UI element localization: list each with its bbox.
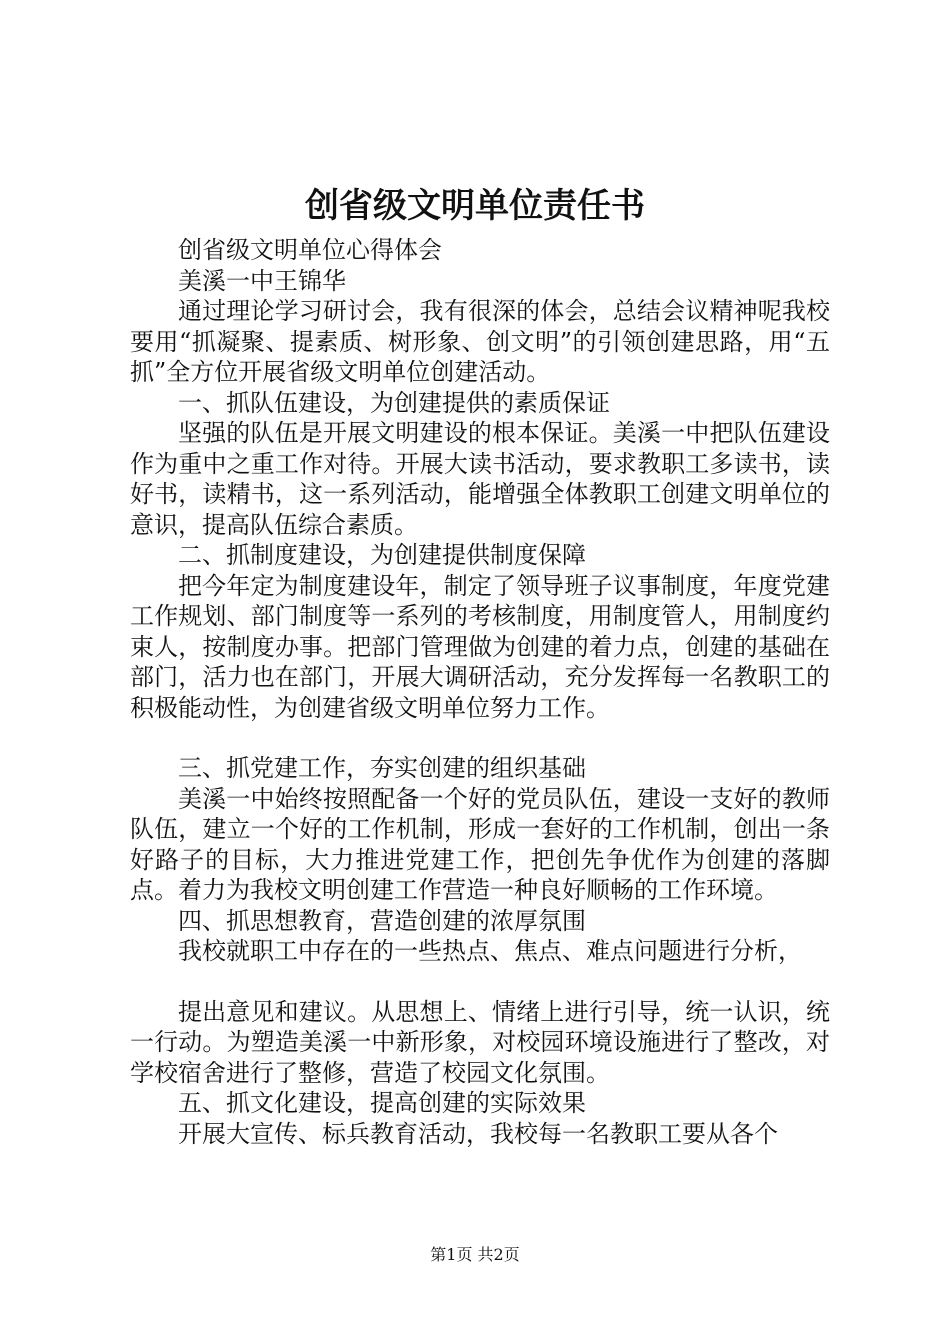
- section-heading-3: 三、抓党建工作，夯实创建的组织基础: [178, 754, 586, 782]
- section-body-5: 开展大宣传、标兵教育活动，我校每一名教职工要从各个: [178, 1119, 778, 1148]
- section-body-4a: 我校就职工中存在的一些热点、焦点、难点问题进行分析，: [178, 937, 802, 965]
- document-body: [130, 235, 830, 1149]
- section-body-4b: 提出意见和建议。从思想上、情绪上进行引导，统一认识，统一行动。为塑造美溪一中新形象，对校园环境设施进行了整改，对学校宿舍进行了整修，营造了校园文化氛围。: [130, 997, 830, 1087]
- section-body-1: 坚强的队伍是开展文明建设的根本保证。美溪一中把队伍建设作为重中之重工作对待。开展大读书活动，要求教职工多读书，读好书，读精书，这一系列活动，能增强全体教职工创建文明单位的意识，提高队伍综合素质。: [130, 419, 830, 539]
- intro-paragraph: 通过理论学习研讨会，我有很深的体会，总结会议精神呢我校要用“抓凝聚、提素质、树形象、创文明”的引领创建思路，用“五抓”全方位开展省级文明单位创建活动。: [130, 297, 830, 386]
- section-heading-5: 五、抓文化建设，提高创建的实际效果: [178, 1089, 586, 1117]
- section-heading-2: 二、抓制度建设，为创建提供制度保障: [178, 541, 586, 569]
- page-footer: [0, 1243, 950, 1267]
- section-heading-1: 一、抓队伍建设，为创建提供的素质保证: [178, 388, 610, 417]
- page-number: 第1页 共2页: [430, 1245, 520, 1264]
- section-heading-4: 四、抓思想教育，营造创建的浓厚氛围: [178, 906, 586, 935]
- section-body-2: 把今年定为制度建设年，制定了领导班子议事制度，年度党建工作规划、部门制度等一系列的考核制度，用制度管人，用制度约束人，按制度办事。把部门管理做为创建的着力点，创建的基础在部门，活力也在部门，开展大调研活动，充分发挥每一名教职工的积极能动性，为创建省级文明单位努力工作。: [130, 571, 830, 722]
- document-title: 创省级文明单位责任书: [305, 186, 645, 226]
- author-paragraph: 美溪一中王锦华: [178, 266, 346, 295]
- section-body-3: 美溪一中始终按照配备一个好的党员队伍，建设一支好的教师队伍，建立一个好的工作机制，形成一套好的工作机制，创出一条好路子的目标，大力推进党建工作，把创先争优作为创建的落脚点。着力为我校文明创建工作营造一种良好顺畅的工作环境。: [130, 784, 830, 904]
- subtitle-paragraph: 创省级文明单位心得体会: [178, 236, 442, 264]
